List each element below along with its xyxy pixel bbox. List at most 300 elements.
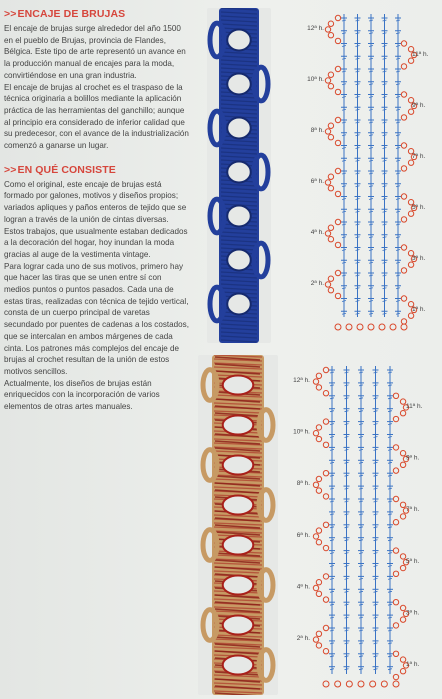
section-title-encaje	[4, 8, 204, 20]
chain-stitch	[393, 445, 398, 450]
stitch-slash	[330, 449, 334, 450]
stitch-slash	[374, 488, 378, 489]
chain-stitch	[401, 41, 406, 46]
chain-stitch	[325, 282, 330, 287]
text-line: Como el original, este encaje de brujas está	[4, 179, 162, 189]
chain-stitch	[323, 494, 328, 499]
stitch-slash	[342, 211, 346, 212]
chain-stitch	[400, 554, 405, 559]
row-label-right: 1ª h.	[406, 661, 420, 668]
stitch-slash	[374, 475, 378, 476]
section2-body	[4, 179, 204, 413]
chain-stitch	[370, 681, 376, 687]
chain-stitch	[401, 194, 406, 199]
stitch-slash	[356, 224, 360, 225]
chain-stitch	[328, 33, 333, 38]
text-line: cinta. Los patrones más complejos del encaje de	[4, 343, 180, 353]
chain-stitch	[400, 669, 405, 674]
stitch-slash	[330, 514, 334, 515]
text-line: El encaje de brujas surge alrededor del año 1500	[4, 24, 181, 33]
stitch-slash	[356, 250, 360, 251]
stitch-slash	[359, 462, 363, 463]
row-label-right: 5ª h.	[406, 557, 420, 565]
chain-stitch	[335, 38, 340, 43]
stitch-slash	[369, 160, 373, 161]
stitch-slash	[359, 385, 363, 386]
stitch-slash	[342, 262, 346, 263]
stitch-slash	[374, 643, 378, 644]
stitch-slash	[342, 148, 346, 149]
paragraph	[4, 378, 204, 413]
chain-stitch	[323, 545, 328, 550]
stitch-slash	[330, 501, 334, 502]
lace-hole	[227, 74, 251, 95]
stitch-slash	[388, 501, 392, 502]
stitch-slash	[396, 301, 400, 302]
text-line: la producción manual de encajes para la moda,	[4, 59, 175, 69]
stitch-slash	[396, 109, 400, 110]
chain-stitch	[346, 681, 352, 687]
chain-stitch	[393, 520, 398, 525]
stitch-slash	[359, 540, 363, 541]
stitch-slash	[342, 135, 346, 136]
lace-hole	[227, 118, 251, 139]
text-line: a la decoración del hogar, hoy inundan la moda	[4, 238, 175, 248]
stitch-slash	[383, 224, 387, 225]
stitch-slash	[388, 566, 392, 567]
stitch-slash	[356, 211, 360, 212]
text-line: motivos sencillos.	[4, 366, 68, 376]
stitch-slash	[388, 578, 392, 579]
chain-stitch	[335, 66, 340, 71]
chain-stitch	[323, 625, 328, 630]
stitch-slash	[330, 527, 334, 528]
stitch-slash	[330, 669, 334, 670]
chain-stitch	[379, 324, 385, 330]
stitch-slash	[383, 122, 387, 123]
chain-stitch	[381, 681, 387, 687]
stitch-slash	[374, 656, 378, 657]
stitch-slash	[369, 135, 373, 136]
stitch-slash	[342, 33, 346, 34]
stitch-slash	[345, 449, 349, 450]
chain-stitch	[313, 482, 318, 487]
row-label-left: 4ª h.	[296, 583, 310, 591]
section2-title-text: EN QUÉ CONSISTE	[17, 163, 116, 176]
row-label-right: 9ª h.	[406, 454, 420, 462]
stitch-slash	[374, 578, 378, 579]
stitch-slash	[383, 109, 387, 110]
stitch-slash	[342, 84, 346, 85]
stitch-slash	[345, 669, 349, 670]
stitch-slash	[342, 250, 346, 251]
chain-stitch	[408, 313, 413, 318]
stitch-slash	[374, 527, 378, 528]
chain-stitch	[316, 528, 321, 533]
stitch-slash	[345, 501, 349, 502]
stitch-slash	[330, 656, 334, 657]
stitch-slash	[388, 398, 392, 399]
stitch-slash	[383, 301, 387, 302]
stitch-slash	[345, 462, 349, 463]
stitch-slash	[359, 437, 363, 438]
stitch-slash	[383, 250, 387, 251]
text-line: El encaje de brujas al crochet es el traspaso de la	[4, 82, 183, 92]
text-column	[4, 8, 204, 413]
stitch-slash	[383, 84, 387, 85]
chain-stitch	[393, 416, 398, 421]
stitch-slash	[330, 630, 334, 631]
chain-stitch	[335, 270, 340, 275]
stitch-slash	[356, 20, 360, 21]
chain-stitch	[325, 180, 330, 185]
stitch-slash	[383, 97, 387, 98]
stitch-slash	[374, 566, 378, 567]
chain-stitch	[325, 27, 330, 32]
stitch-slash	[356, 173, 360, 174]
stitch-slash	[383, 186, 387, 187]
text-line: variados apliques y paños enteros de tejido que se	[4, 203, 187, 213]
text-line: enriquecidos con la incorporación de varios	[4, 390, 160, 400]
stitch-slash	[396, 148, 400, 149]
chain-stitch	[393, 600, 398, 605]
stitch-slash	[383, 211, 387, 212]
stitch-slash	[330, 437, 334, 438]
stitch-slash	[345, 475, 349, 476]
chain-stitch	[313, 534, 318, 539]
double-chevron-icon: >>	[4, 163, 17, 176]
stitch-slash	[369, 186, 373, 187]
chain-stitch	[400, 462, 405, 467]
stitch-slash	[342, 122, 346, 123]
stitch-slash	[359, 449, 363, 450]
stitch-slash	[388, 656, 392, 657]
chain-stitch	[323, 442, 328, 447]
text-line: en el pueblo de Brujas, provincia de Flandes,	[4, 35, 166, 45]
chain-stitch	[401, 268, 406, 273]
chain-stitch	[400, 657, 405, 662]
stitch-slash	[369, 262, 373, 263]
chain-stitch	[401, 217, 406, 222]
stitch-slash	[388, 424, 392, 425]
stitch-slash	[388, 527, 392, 528]
stitch-slash	[388, 449, 392, 450]
stitch-slash	[356, 148, 360, 149]
chain-stitch	[313, 585, 318, 590]
chain-stitch	[316, 580, 321, 585]
stitch-slash	[356, 288, 360, 289]
lace-hole	[223, 615, 254, 634]
row-label-left: 10ª h.	[307, 76, 324, 83]
text-line: práctica de las herramientas del ganchillo; aunque	[4, 105, 185, 115]
stitch-slash	[330, 462, 334, 463]
chain-stitch	[335, 140, 340, 145]
chain-stitch	[335, 191, 340, 196]
stitch-slash	[342, 20, 346, 21]
text-line: estas tiras, realizadas con técnica de tejido vertical,	[4, 296, 189, 306]
stitch-slash	[388, 540, 392, 541]
chain-stitch	[393, 681, 399, 687]
stitch-slash	[369, 109, 373, 110]
stitch-slash	[396, 84, 400, 85]
stitch-slash	[342, 237, 346, 238]
stitch-slash	[342, 288, 346, 289]
stitch-slash	[342, 109, 346, 110]
chain-stitch	[408, 211, 413, 216]
stitch-slash	[330, 372, 334, 373]
chain-stitch	[328, 72, 333, 77]
stitch-slash	[345, 424, 349, 425]
stitch-slash	[330, 591, 334, 592]
chain-stitch	[323, 471, 328, 476]
stitch-slash	[330, 553, 334, 554]
stitch-slash	[396, 58, 400, 59]
lace-hole	[223, 575, 254, 594]
stitch-slash	[342, 46, 346, 47]
stitch-slash	[383, 173, 387, 174]
chain-stitch	[408, 58, 413, 63]
stitch-slash	[396, 250, 400, 251]
stitch-slash	[356, 186, 360, 187]
chain-stitch	[393, 571, 398, 576]
chain-stitch	[328, 276, 333, 281]
stitch-slash	[369, 199, 373, 200]
stitch-slash	[359, 398, 363, 399]
stitch-slash	[345, 617, 349, 618]
stitch-slash	[359, 411, 363, 412]
text-line: convirtiéndose en una gran industria.	[4, 70, 137, 80]
stitch-slash	[396, 46, 400, 47]
stitch-slash	[356, 97, 360, 98]
chain-stitch	[401, 64, 406, 69]
stitch-slash	[342, 224, 346, 225]
stitch-slash	[369, 20, 373, 21]
row-label-right: 11ª h.	[412, 51, 429, 58]
chain-stitch	[393, 468, 398, 473]
row-label-right: 5ª h.	[412, 204, 426, 211]
stitch-slash	[369, 84, 373, 85]
stitch-slash	[383, 20, 387, 21]
stitch-slash	[388, 553, 392, 554]
chain-stitch	[313, 431, 318, 436]
stitch-slash	[383, 262, 387, 263]
stitch-slash	[396, 33, 400, 34]
row-label-left: 2ª h.	[310, 280, 324, 287]
chain-stitch	[400, 617, 405, 622]
chain-stitch	[401, 143, 406, 148]
stitch-slash	[396, 288, 400, 289]
stitch-slash	[345, 514, 349, 515]
chain-stitch	[335, 293, 340, 298]
lace-hole	[223, 375, 254, 394]
stitch-slash	[374, 385, 378, 386]
stitch-slash	[388, 514, 392, 515]
row-label-left: 6ª h.	[310, 178, 324, 185]
stitch-slash	[396, 20, 400, 21]
stitch-slash	[388, 385, 392, 386]
chain-stitch	[401, 245, 406, 250]
chain-stitch	[328, 84, 333, 89]
chain-stitch	[408, 262, 413, 267]
chain-stitch	[328, 186, 333, 191]
stitch-slash	[345, 411, 349, 412]
stitch-slash	[388, 437, 392, 438]
row-label-right: 7ª h.	[412, 153, 426, 160]
stitch-slash	[369, 224, 373, 225]
chain-stitch	[325, 78, 330, 83]
stitch-slash	[396, 199, 400, 200]
lace-hole	[227, 294, 251, 315]
stitch-slash	[383, 275, 387, 276]
chain-stitch	[328, 237, 333, 242]
stitch-slash	[383, 313, 387, 314]
stitch-slash	[374, 604, 378, 605]
stitch-slash	[330, 643, 334, 644]
chain-stitch	[393, 496, 398, 501]
stitch-slash	[342, 313, 346, 314]
stitch-slash	[374, 501, 378, 502]
stitch-slash	[369, 211, 373, 212]
chain-stitch	[408, 109, 413, 114]
stitch-slash	[383, 199, 387, 200]
stitch-slash	[396, 262, 400, 263]
stitch-slash	[383, 148, 387, 149]
stitch-diagram-1	[300, 8, 440, 333]
row-label-left: 4ª h.	[310, 229, 324, 236]
stitch-slash	[342, 186, 346, 187]
stitch-slash	[374, 617, 378, 618]
stitch-slash	[374, 669, 378, 670]
text-line: comenzó a ganarse un lugar.	[4, 141, 109, 151]
stitch-slash	[383, 33, 387, 34]
chain-stitch	[393, 548, 398, 553]
chain-stitch	[408, 160, 413, 165]
stitch-slash	[342, 173, 346, 174]
blue-lace-photo	[207, 8, 271, 343]
stitch-slash	[359, 527, 363, 528]
stitch-slash	[369, 313, 373, 314]
paragraph	[4, 179, 204, 226]
stitch-slash	[359, 566, 363, 567]
stitch-slash	[359, 514, 363, 515]
text-line: su predecesor, con el avance de la industrialización	[4, 129, 189, 139]
chain-stitch	[390, 324, 396, 330]
chain-stitch	[316, 591, 321, 596]
red-lace-photo	[198, 355, 278, 695]
chain-stitch	[346, 324, 352, 330]
chain-stitch	[357, 324, 363, 330]
stitch-slash	[369, 275, 373, 276]
stitch-slash	[359, 501, 363, 502]
chain-stitch	[400, 399, 405, 404]
chain-stitch	[401, 296, 406, 301]
paragraph	[4, 23, 204, 82]
stitch-slash	[330, 475, 334, 476]
chain-stitch	[316, 488, 321, 493]
chain-stitch	[316, 373, 321, 378]
lace-hole	[223, 415, 254, 434]
chain-stitch	[323, 391, 328, 396]
chain-stitch	[358, 681, 364, 687]
chain-stitch	[393, 674, 398, 679]
chain-stitch	[335, 168, 340, 173]
chain-stitch	[323, 522, 328, 527]
stitch-slash	[342, 58, 346, 59]
chain-stitch	[393, 623, 398, 628]
chain-stitch	[323, 681, 329, 687]
stitch-slash	[388, 372, 392, 373]
stitch-slash	[345, 591, 349, 592]
stitch-slash	[396, 237, 400, 238]
chain-stitch	[393, 393, 398, 398]
stitch-slash	[359, 643, 363, 644]
double-chevron-icon: >>	[4, 8, 17, 20]
stitch-slash	[345, 604, 349, 605]
stitch-slash	[330, 424, 334, 425]
stitch-slash	[356, 84, 360, 85]
stitch-slash	[330, 411, 334, 412]
text-line: formado por galones, motivos y diseños propios;	[4, 191, 179, 201]
stitch-slash	[374, 514, 378, 515]
stitch-slash	[388, 669, 392, 670]
stitch-slash	[359, 669, 363, 670]
stitch-slash	[356, 199, 360, 200]
stitch-slash	[383, 237, 387, 238]
chain-stitch	[401, 115, 406, 120]
row-label-left: 10ª h.	[293, 428, 310, 436]
stitch-slash	[369, 237, 373, 238]
stitch-slash	[374, 449, 378, 450]
chain-stitch	[328, 21, 333, 26]
chain-stitch	[368, 324, 374, 330]
stitch-slash	[388, 604, 392, 605]
stitch-slash	[359, 488, 363, 489]
stitch-slash	[388, 475, 392, 476]
stitch-slash	[388, 630, 392, 631]
row-label-right: 3ª h.	[412, 255, 426, 262]
text-line: elementos de otras artes manuales.	[4, 402, 133, 412]
stitch-slash	[345, 656, 349, 657]
stitch-slash	[345, 527, 349, 528]
stitch-slash	[388, 617, 392, 618]
stitch-slash	[359, 424, 363, 425]
text-line: que se intercalan en ambos márgenes de cada	[4, 331, 173, 341]
stitch-slash	[359, 553, 363, 554]
stitch-slash	[356, 46, 360, 47]
lace-hole	[223, 455, 254, 474]
stitch-slash	[345, 372, 349, 373]
lace-hole	[223, 535, 254, 554]
chain-stitch	[325, 129, 330, 134]
stitch-slash	[369, 173, 373, 174]
chain-stitch	[401, 324, 407, 330]
stitch-slash	[356, 109, 360, 110]
stitch-slash	[383, 135, 387, 136]
chain-stitch	[316, 631, 321, 636]
chain-stitch	[328, 288, 333, 293]
stitch-slash	[330, 398, 334, 399]
stitch-slash	[345, 630, 349, 631]
chain-stitch	[335, 681, 341, 687]
stitch-slash	[383, 160, 387, 161]
section-title-consiste	[4, 164, 204, 176]
stitch-slash	[330, 385, 334, 386]
row-label-left: 12ª h.	[307, 25, 324, 32]
row-label-right: 11ª h.	[406, 403, 423, 410]
row-label-left: 12ª h.	[293, 377, 310, 384]
stitch-slash	[356, 122, 360, 123]
stitch-slash	[388, 411, 392, 412]
